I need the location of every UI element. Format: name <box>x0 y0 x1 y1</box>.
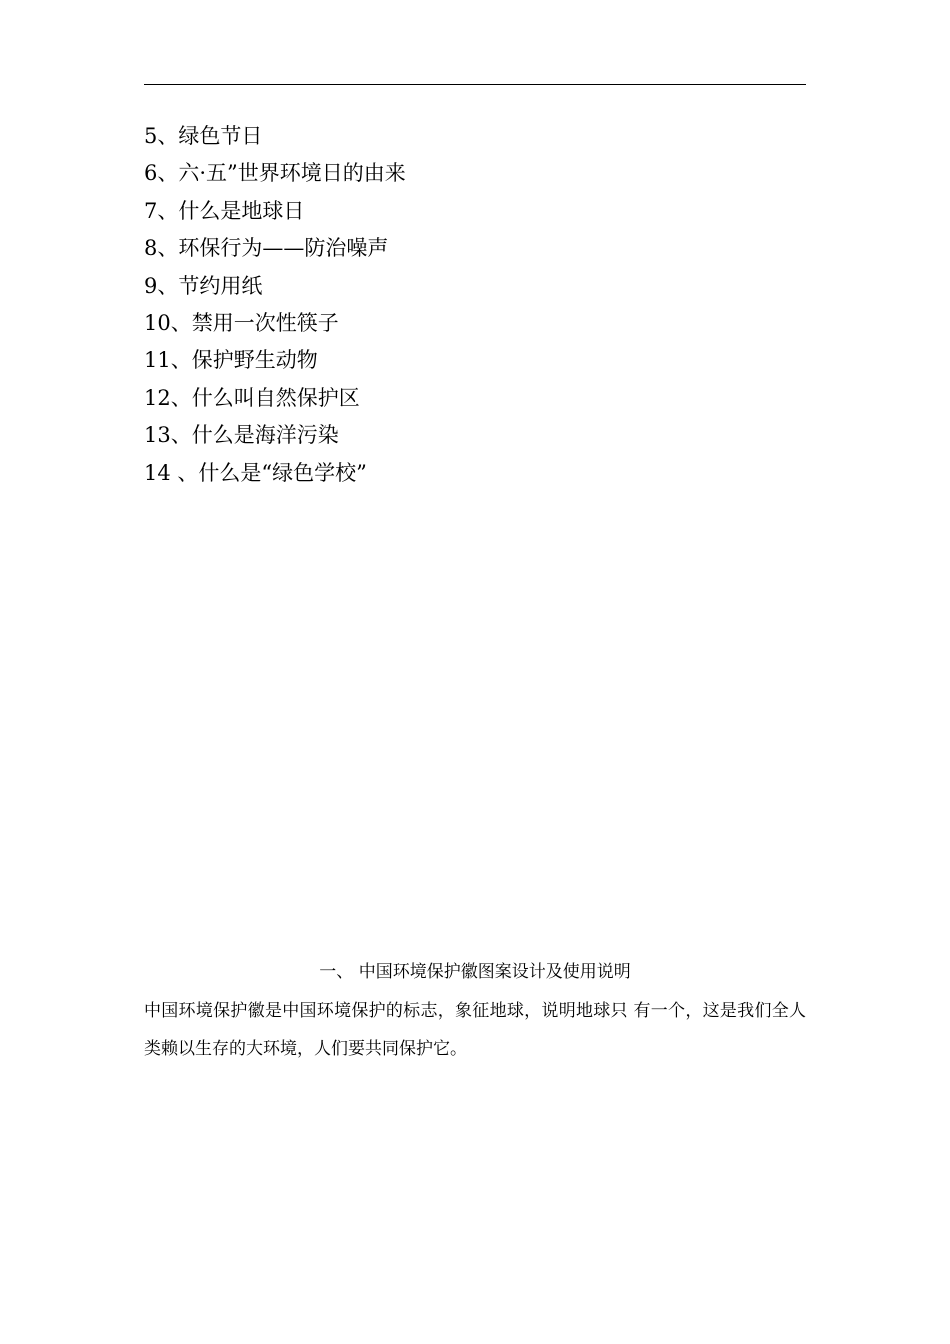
section-title: 一、 中国环境保护徽图案设计及使用说明 <box>319 962 631 982</box>
toc-item: 5、绿色节日 <box>144 124 263 148</box>
toc-item: 14 、什么是“绿色学校” <box>144 460 367 485</box>
header-rule <box>144 84 806 85</box>
toc-item: 13、什么是海洋污染 <box>144 423 339 448</box>
toc-item: 6、六·五”世界环境日的由来 <box>144 161 406 186</box>
toc-item: 7、什么是地球日 <box>144 198 305 223</box>
toc-item: 8、环保行为——防治噪声 <box>144 236 389 261</box>
toc-item: 9、节约用纸 <box>144 273 263 298</box>
toc-item: 11、保护野生动物 <box>144 348 318 373</box>
toc-item: 10、禁用一次性筷子 <box>144 310 339 335</box>
section-body: 中国环境保护徽是中国环境保护的标志，象征地球，说明地球只 有一个，这是我们全人类赖以生存的大环境，人们要共同保护它。 <box>144 1001 806 1059</box>
toc-item: 12、什么叫自然保护区 <box>144 385 360 410</box>
table-of-contents <box>144 118 406 492</box>
